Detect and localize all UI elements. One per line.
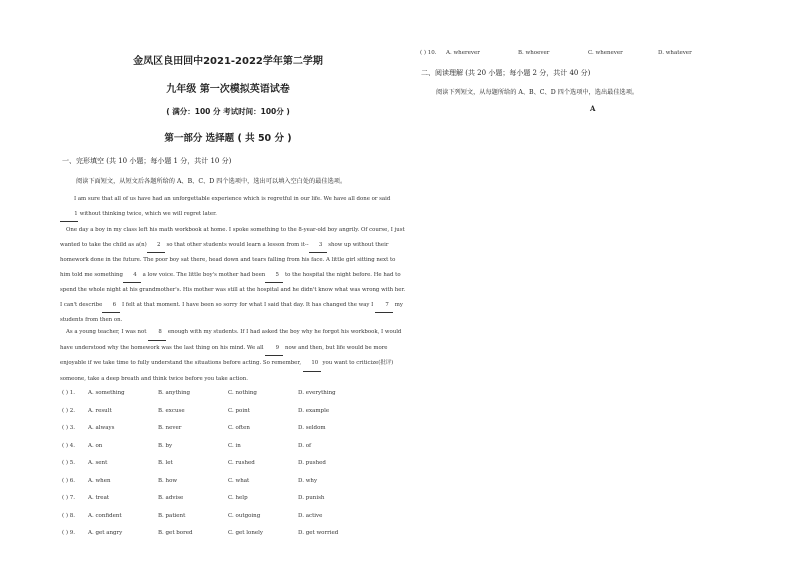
question-number: ( ) 4.	[62, 442, 76, 449]
option-b: B. anything	[158, 390, 191, 396]
section1-instruction: 阅读下面短文，从短文后各题所给的 A、B、C、D 四个选项中，选出可以填入空白处的最佳选项。	[76, 178, 347, 185]
option-a: A. something	[88, 390, 125, 396]
option-d: D. seldom	[298, 425, 326, 431]
option-a: A. confident	[88, 512, 122, 519]
option-b: B. get bored	[158, 530, 193, 536]
option-b: B. let	[158, 460, 173, 466]
option-d: D. active	[298, 512, 323, 519]
paragraph-text: show up without their homework done in the future. The poor boy sat there, head down and tears falling from his face. A little girl sitting next to him told me something	[60, 241, 396, 278]
question-number: ( ) 2.	[62, 407, 76, 414]
option-a: A. on	[88, 442, 103, 449]
question-number: ( ) 10.	[420, 50, 437, 56]
question-number: ( ) 5.	[62, 460, 76, 466]
cloze-blank: 7	[375, 298, 393, 314]
option-c: C. whenever	[588, 50, 623, 56]
option-c: C. point	[228, 407, 250, 414]
option-a: A. always	[88, 425, 115, 431]
exam-title: 九年级 第一次模拟英语试卷	[166, 84, 290, 95]
option-c: C. nothing	[228, 390, 257, 396]
paragraph-text: I am sure that all of us have had an unforgettable experience which is regretful in our life. We have all done or said	[74, 196, 391, 202]
paragraph-text: to the hospital the night before. He had to spend the whole night at his grandmother's. His mother was still at the hospital and he didn't know what was wrong with her. I can't describe	[60, 271, 406, 308]
option-b: B. how	[158, 477, 178, 484]
cloze-paragraph-2	[60, 223, 407, 328]
cloze-blank: 10	[303, 356, 321, 372]
option-a: A. treat	[88, 495, 110, 501]
section2-instruction: 阅读下列短文，从每题所给的 A、B、C、D 四个选项中，选出最佳选项。	[436, 89, 639, 96]
question-number: ( ) 8.	[62, 512, 76, 519]
option-d: D. whatever	[658, 50, 692, 56]
section1-title: 一、完形填空 (共 10 小题；每小题 1 分，共计 10 分)	[62, 157, 232, 165]
option-d: D. get worried	[298, 530, 339, 536]
cloze-blank: 5	[265, 268, 283, 284]
option-c: C. help	[228, 495, 248, 501]
question-number: ( ) 9.	[62, 530, 76, 536]
paragraph-text: so that other students would learn a lesson from it--	[164, 241, 309, 248]
passage-label: A	[590, 104, 596, 113]
paragraph-text: I felt at that moment. I have been so sorry for what I said that day. It has changed the way I	[120, 301, 376, 308]
option-c: C. often	[228, 425, 250, 431]
paragraph-text: enough with my students. If I had asked the boy why he forgot his workbook, I would have understood why the homework was the last thing on his mind. We all	[60, 329, 402, 351]
cloze-blank: 4	[123, 268, 141, 284]
option-b: B. excuse	[158, 407, 185, 414]
score-info: ( 满分：100 分 考试时间：100分 )	[166, 107, 290, 116]
option-d: D. everything	[298, 390, 336, 396]
paragraph-text: now and then, but life would be more enjoyable if we take time to fully understand the situations before acting. So remember,	[60, 344, 388, 366]
question-number: ( ) 1.	[62, 390, 76, 396]
cloze-paragraph-3	[60, 325, 407, 386]
paragraph-text: you want to criticize(批评) someone, take a deep breath and think twice before you take action.	[60, 360, 394, 382]
cloze-blank: 2	[147, 238, 165, 254]
option-d: D. pushed	[298, 460, 326, 466]
question-row-10	[420, 50, 740, 62]
question-number: ( ) 3.	[62, 425, 76, 431]
option-a: A. sent	[88, 460, 108, 466]
option-b: B. by	[158, 442, 173, 449]
option-a: A. wherever	[446, 50, 480, 56]
option-c: C. rushed	[228, 460, 255, 466]
cloze-paragraph-1	[60, 192, 407, 222]
option-a: A. when	[88, 477, 111, 484]
cloze-blank: 8	[148, 325, 166, 341]
paragraph-text: a low voice. The little boy's mother had been	[140, 271, 266, 278]
option-a: A. result	[88, 407, 112, 414]
school-title: 金凤区良田回中2021-2022学年第二学期	[133, 56, 323, 67]
option-d: D. punish	[298, 495, 325, 501]
paragraph-text: without thinking twice, which we will regret later.	[78, 210, 217, 217]
part-title: 第一部分 选择题 ( 共 50 分 )	[164, 133, 292, 144]
option-b: B. patient	[158, 512, 186, 519]
question-number: ( ) 6.	[62, 477, 76, 484]
section2-title: 二、阅读理解 (共 20 小题；每小题 2 分，共计 40 分)	[421, 69, 591, 77]
option-c: C. what	[228, 477, 250, 484]
cloze-blank: 1	[60, 207, 78, 223]
cloze-blank: 9	[265, 341, 283, 357]
paragraph-text: As a young teacher, I was not	[66, 329, 149, 335]
cloze-blank: 6	[102, 298, 120, 314]
option-d: D. why	[298, 477, 318, 484]
option-a: A. get angry	[88, 530, 123, 536]
paragraph-text: One day a boy in my class left his math workbook at home. I spoke something to the 8-year-old boy angrily. Of course, I just wanted to take the child as a(n)	[60, 227, 405, 248]
question-number: ( ) 7.	[62, 495, 76, 501]
option-b: B. advise	[158, 495, 184, 501]
option-d: D. example	[298, 407, 330, 414]
option-c: C. get lonely	[228, 530, 263, 536]
option-c: C. in	[228, 442, 241, 449]
cloze-blank: 3	[309, 238, 327, 254]
option-b: B. never	[158, 425, 182, 431]
option-b: B. whoever	[518, 50, 550, 56]
paragraph-text: my students from then on.	[60, 301, 403, 323]
option-d: D. of	[298, 442, 312, 449]
option-c: C. outgoing	[228, 512, 261, 519]
